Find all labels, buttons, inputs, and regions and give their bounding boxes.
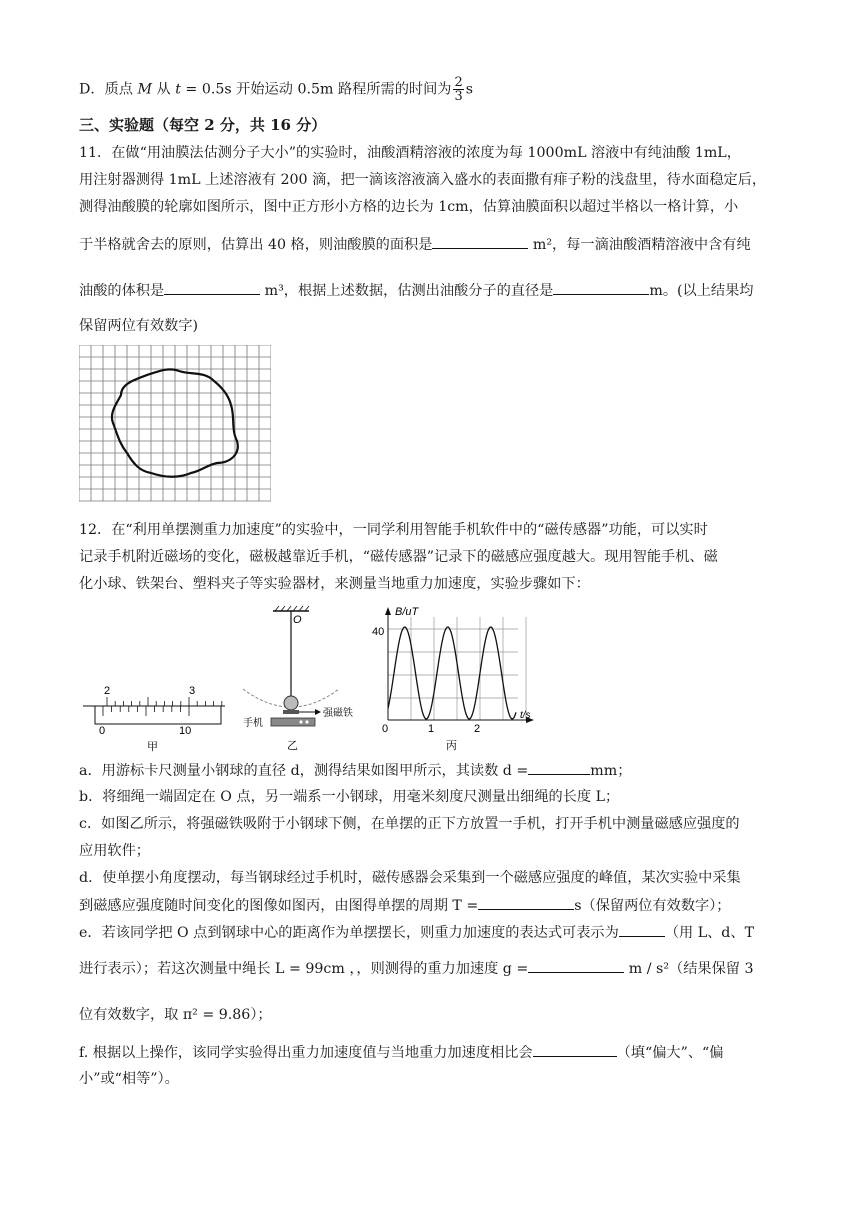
text: （用 L、d、T	[664, 925, 755, 941]
steel-ball	[284, 696, 298, 710]
text: f. 根据以上操作，该同学实验得出重力加速度值与当地重力加速度相比会	[79, 1045, 533, 1061]
x-tick-0: 0	[382, 723, 389, 735]
text: mm；	[590, 763, 632, 779]
figure-label-jia: 甲	[147, 741, 158, 752]
answer-blank-expression[interactable]	[619, 922, 665, 937]
q11-line-6: 保留两位有效数字)	[79, 318, 199, 334]
denominator: 3	[454, 89, 463, 104]
answer-blank-compare[interactable]	[533, 1042, 617, 1057]
answer-blank-period[interactable]	[478, 895, 574, 910]
caliper-main-label-3: 3	[189, 685, 196, 697]
q11-line-2: 用注射器测得 1mL 上述溶液有 200 滴，把一滴该溶液滴入盛水的表面撒有痱子粉的浅盘里，待水面稳定后，	[79, 172, 767, 188]
text: a．用游标卡尺测量小钢球的直径 d，测得结果如图甲所示，其读数 d =	[79, 763, 529, 779]
x-axis-label: t/s	[520, 710, 531, 721]
b-t-graph	[368, 605, 538, 753]
q12-step-d1: d．使单摆小角度摆动，每当钢球经过手机时，磁传感器会采集到一个磁感应强度的峰值，某次实验中采集	[79, 870, 741, 886]
answer-blank-volume[interactable]	[164, 280, 260, 295]
q12-step-f2: 小”或“相等”）。	[79, 1071, 179, 1087]
caliper-vernier-label-10: 10	[179, 725, 192, 737]
x-tick-2: 2	[474, 723, 481, 735]
answer-blank-area[interactable]	[432, 234, 528, 249]
y-tick-40: 40	[372, 626, 385, 638]
figure-label-bing: 丙	[446, 740, 457, 752]
caliper-main-label-2: 2	[104, 685, 111, 697]
section-title: 三、实验题（每空 2 分，共 16 分）	[79, 116, 327, 134]
text: 进行表示）；若这次测量中绳长 L = 99cm ，，则测得的重力加速度 g =	[79, 961, 529, 977]
text: 于半格就舍去的原则，估算出 40 格，则油酸膜的面积是	[79, 237, 433, 253]
q11-line-1: 11．在做“用油膜法估测分子大小”的实验时，油酸酒精溶液的浓度为每 1000mL 溶液中有纯油酸 1mL，	[79, 145, 741, 161]
text: m / s²（结果保留 3	[624, 961, 754, 977]
time-value: = 0.5s	[180, 81, 232, 98]
fraction	[453, 76, 463, 103]
numerator: 2	[454, 75, 463, 90]
q12-step-a	[79, 760, 631, 781]
q12-step-b: b．将细绳一端固定在 O 点，另一端系一小钢球，用毫米刻度尺测量出细绳的长度 L；	[79, 789, 620, 805]
q12-step-e1	[79, 922, 754, 943]
q12-step-d2	[79, 895, 731, 916]
q12-step-c2: 应用软件；	[79, 843, 150, 859]
q11-line-5	[79, 280, 753, 301]
var-t: t	[175, 81, 181, 98]
y-axis-label: B/uT	[395, 606, 419, 618]
q12-step-e2	[79, 958, 754, 979]
text: m。(以上结果均	[649, 283, 754, 299]
q11-line-3: 测得油酸膜的轮廓如图所示，图中正方形小方格的边长为 1cm，估算油膜面积以超过半格以一格计算，小	[79, 199, 739, 215]
oil-film-grid-figure	[79, 345, 271, 507]
option-label: D．质点	[79, 81, 138, 98]
magnet-label: 强磁铁	[323, 708, 353, 719]
q12-line-3: 化小球、铁架台、塑料夹子等实验器材，来测量当地重力加速度，实验步骤如下：	[79, 576, 590, 592]
caliper-vernier-label-0: 0	[99, 725, 106, 737]
phone-label: 手机	[243, 718, 263, 729]
q12-step-f1	[79, 1042, 723, 1063]
point-o-label: O	[293, 614, 302, 626]
q12-line-2: 记录手机附近磁场的变化，磁极越靠近手机，“磁传感器”记录下的磁感应强度越大。现用智能手机、磁	[79, 549, 718, 565]
q12-line-1: 12．在“利用单摆测重力加速度”的实验中，一同学利用智能手机软件中的“磁传感器”功能，可以实时	[79, 522, 708, 538]
text: 从	[151, 81, 176, 98]
text: 到磁感应强度随时间变化的图像如图丙，由图得单摆的周期 T =	[79, 898, 479, 914]
text: m²，每一滴油酸酒精溶液中含有纯	[528, 237, 751, 253]
answer-blank-d[interactable]	[528, 760, 590, 775]
magnet	[283, 710, 299, 714]
figure-label-yi: 乙	[287, 740, 298, 752]
answer-blank-diameter[interactable]	[553, 280, 649, 295]
answer-blank-g[interactable]	[528, 958, 624, 973]
q12-step-c1: c．如图乙所示，将强磁铁吸附于小钢球下侧，在单摆的正下方放置一手机，打开手机中测量磁感应强度的	[79, 816, 740, 832]
q12-step-e3: 位有效数字，取 π² = 9.86）；	[79, 1007, 272, 1023]
q11-line-4	[79, 234, 751, 255]
point-m: M	[137, 81, 152, 98]
pendulum-figure	[235, 605, 365, 753]
b-curve	[388, 627, 516, 719]
text: 油酸的体积是	[79, 283, 165, 299]
unit: s	[465, 81, 474, 98]
caliper-figure	[79, 680, 229, 752]
text: （填“偏大”、“偏	[616, 1045, 724, 1061]
text: 开始运动 0.5m 路程所需的时间为	[231, 81, 452, 98]
text: s（保留两位有效数字）；	[574, 898, 731, 914]
q10-option-d	[79, 76, 473, 103]
text: m³，根据上述数据，估测出油酸分子的直径是	[260, 283, 554, 299]
text: e．若该同学把 O 点到钢球中心的距离作为单摆摆长，则重力加速度的表达式可表示为	[79, 925, 619, 941]
x-tick-1: 1	[428, 723, 435, 735]
